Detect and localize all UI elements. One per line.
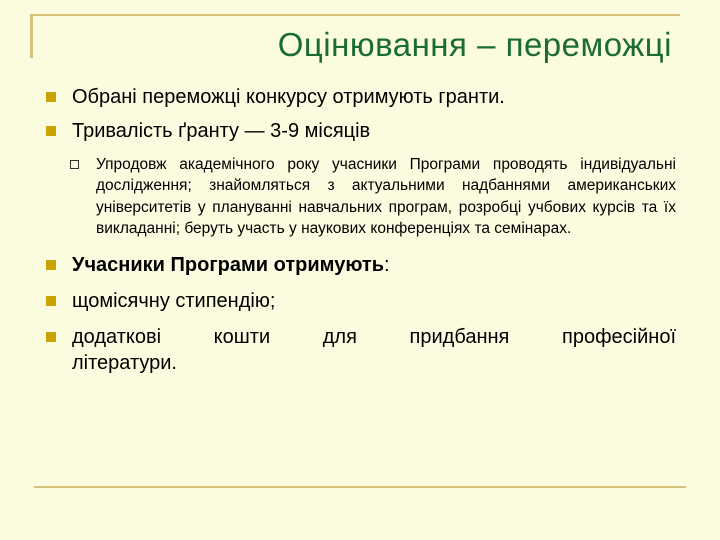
slide-content — [44, 84, 676, 376]
bullet-item — [44, 118, 676, 144]
bullet-text-line-2: літератури. — [72, 351, 177, 374]
square-bullet-icon — [46, 332, 56, 342]
bullet-text: Тривалість ґранту — 3-9 місяців — [72, 120, 371, 142]
left-accent-rule — [30, 14, 33, 58]
bullet-bold-text: Учасники Програми отримують — [72, 253, 385, 276]
bullet-text: щомісячну стипендію; — [72, 289, 276, 312]
sub-bullet-text: Упродовж академічного року учасники Програми проводять індивідуальні дослідження; знайомляться з актуальними надбаннями американських університетів у плануванні навчальних програм, розробці учбових курсів та їх викладанні; беруть участь у наукових конференціях та семінарах. — [96, 156, 676, 238]
bullet-item — [44, 288, 676, 314]
slide-title: Оцінювання – переможці — [277, 26, 672, 63]
bullet-text: Обрані переможці конкурсу отримують гранти. — [72, 86, 505, 108]
bullet-item — [44, 84, 676, 110]
bullet-text: : — [384, 253, 390, 276]
bullet-item — [44, 252, 676, 278]
bottom-rule — [34, 486, 686, 488]
bullet-text-line-1: додаткові кошти для придбання професійної — [72, 325, 676, 348]
sub-bullet-item — [68, 154, 676, 240]
square-bullet-icon — [46, 126, 56, 136]
square-bullet-icon — [46, 92, 56, 102]
top-rule — [30, 14, 680, 16]
bullet-item — [44, 324, 676, 376]
hollow-square-bullet-icon — [70, 160, 79, 169]
square-bullet-icon — [46, 296, 56, 306]
square-bullet-icon — [46, 260, 56, 270]
